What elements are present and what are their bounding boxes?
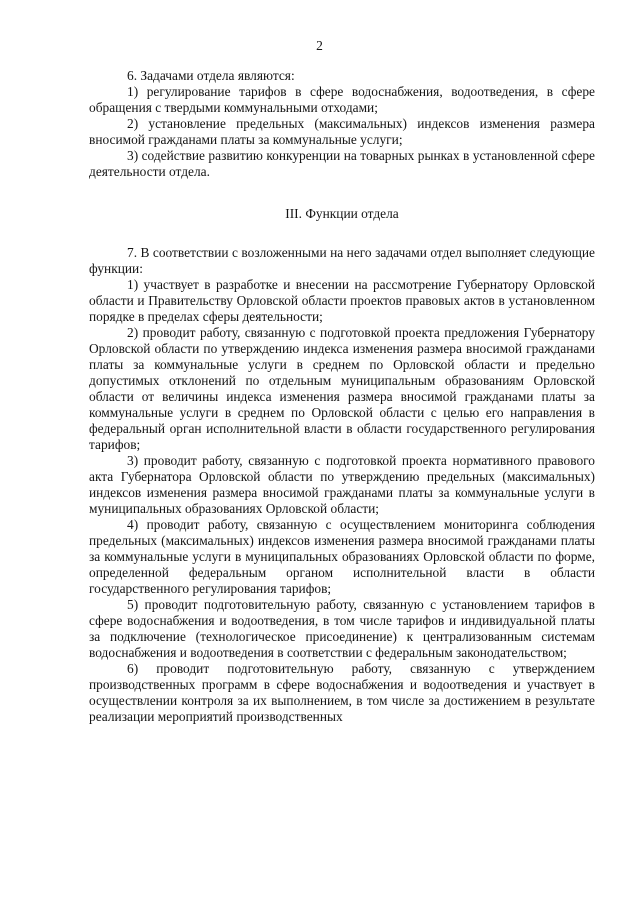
functions-item-4: 4) проводит работу, связанную с осуществлением мониторинга соблюдения предельных (максимальных) индексов изменения размера вносимой гражданами платы за коммунальные услуги в муниципальных образованиях Орловской области по форме, определенной федеральным органом исполнительной власти в области государственного регулирования тарифов; — [89, 517, 595, 596]
functions-item-2: 2) проводит работу, связанную с подготовкой проекта предложения Губернатору Орловской области по утверждению индекса изменения размера вносимой гражданами платы за коммунальные услуги в среднем по Орловской области и предельно допустимых отклонений по отдельным муниципальным образованиям Орловской области от величины индекса изменения размера вносимой гражданами платы за коммунальные услуги в среднем по Орловской области с целью его направления в федеральный орган исполнительной власти в области государственного регулирования тарифов; — [89, 325, 595, 452]
functions-item-3: 3) проводит работу, связанную с подготовкой проекта нормативного правового акта Губернатора Орловской области по утверждению предельных (максимальных) индексов изменения размера вносимой гражданами платы за коммунальные услуги в муниципальных образованиях Орловской области; — [89, 453, 595, 516]
tasks-intro-paragraph: 6. Задачами отдела являются: — [127, 68, 295, 83]
functions-item-6: 6) проводит подготовительную работу, связанную с утверждением производственных программ в сфере водоснабжения и водоотведения и участвует в осуществлении контроля за их выполнением, в том числе за достижением в результате реализации мероприятий производственных — [89, 661, 595, 724]
functions-item-5: 5) проводит подготовительную работу, связанную с установлением тарифов в сфере водоснабжения и водоотведения, в том числе тарифов и индивидуальной платы за подключение (технологическое присоединение) к централизованным системам водоснабжения и водоотведения в соответствии с федеральным законодательством; — [89, 597, 595, 660]
page-number: 2 — [316, 38, 323, 53]
document-body — [89, 68, 595, 725]
functions-item-1: 1) участвует в разработке и внесении на рассмотрение Губернатору Орловской области и Правительству Орловской области проектов правовых актов в установленном порядке в пределах сферы деятельности; — [89, 277, 595, 324]
functions-intro-paragraph: 7. В соответствии с возложенными на него задачами отдел выполняет следующие функции: — [89, 245, 595, 276]
tasks-item-2: 2) установление предельных (максимальных) индексов изменения размера вносимой гражданами платы за коммунальные услуги; — [89, 116, 595, 147]
tasks-item-1: 1) регулирование тарифов в сфере водоснабжения, водоотведения, в сфере обращения с твердыми коммунальными отходами; — [89, 84, 595, 115]
section-heading: III. Функции отдела — [285, 206, 399, 221]
tasks-item-3: 3) содействие развитию конкуренции на товарных рынках в установленной сфере деятельности отдела. — [89, 148, 595, 179]
